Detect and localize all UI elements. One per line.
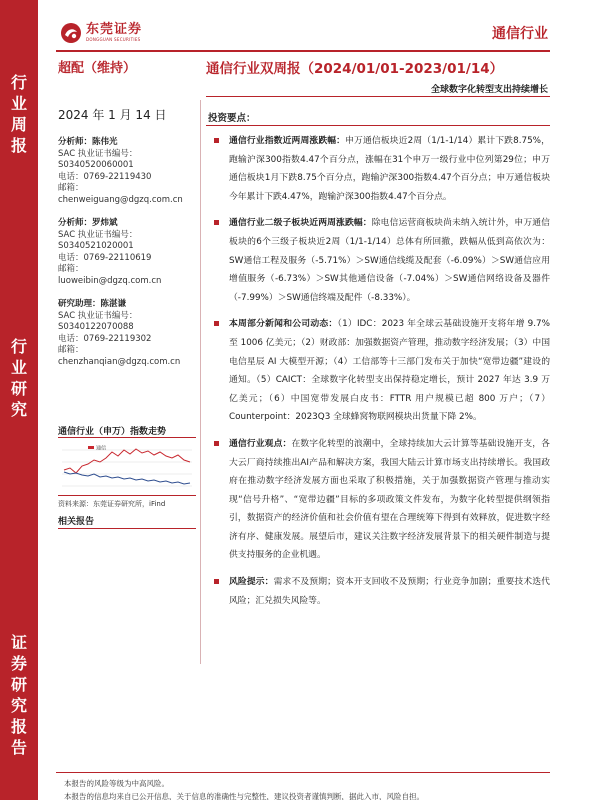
- industry-label: 通信行业: [492, 26, 548, 42]
- analyst-email-label: 邮箱：: [58, 183, 84, 193]
- point-paragraph: [212, 132, 550, 206]
- analyst-phone: 电话：0769-22119302: [58, 333, 152, 344]
- side-label-research: 行业研究: [10, 337, 27, 419]
- chart-legend-swatch: [88, 446, 94, 449]
- index-trend-chart: [58, 440, 196, 492]
- subtitle-divider: [206, 96, 550, 97]
- points-divider: [206, 125, 550, 126]
- analyst-cert: S0340521020001: [58, 241, 134, 251]
- report-date: 2024 年 1 月 14 日: [58, 108, 167, 122]
- analyst-name: 陈伟光: [92, 137, 118, 147]
- point-lead: 本周部分新闻和公司动态：: [229, 319, 338, 330]
- point-text: 在数字化转型的浪潮中，全球持续加大云计算等基础设施开支，各大云厂商持续推出AI产品和解决方案，我国大陆云计算市场支出持续增长。我国政府在推动数字经济发展方面也采取了积极措施，关于加强数据资产管理与推动实现“信号升格”、“宽带边疆”目标的多项政策文件发布，为数字化转型提供纲领指引，数据资产的经济价值和社会价值有望在合理统筹下得到有效释放，促进数字经济有序、健康发展。展望后市，建议关注数字经济发展背景下的相关硬件制造与提供支持服务的企业机遇。: [229, 438, 550, 561]
- point-paragraph: [212, 315, 550, 427]
- analyst-card: [58, 218, 196, 287]
- point-paragraph: [212, 214, 550, 307]
- bullet-square-icon: [214, 321, 219, 326]
- analyst-email[interactable]: luoweibin@dgzq.com.cn: [58, 275, 162, 286]
- report-title: 通信行业双周报（2024/01/01-2023/01/14）: [206, 61, 504, 77]
- point-text: 需求不及预期；资本开支回收不及预期；行业竞争加剧；重要技术迭代风险；汇兑损失风险等。: [229, 577, 550, 606]
- footer-divider: [56, 772, 550, 773]
- rating-label: 超配（维持）: [58, 61, 137, 76]
- analyst-role: 研究助理：: [58, 299, 101, 309]
- investment-points-heading: 投资要点：: [208, 113, 256, 124]
- analyst-email: 邮箱：: [58, 345, 84, 355]
- index-chart-title: 通信行业（申万）指数走势: [58, 427, 167, 437]
- related-reports-heading: 相关报告: [58, 517, 95, 527]
- point-text: 除电信运营商板块尚未纳入统计外，申万通信板块的6个三级子板块近2周（1/1-1/14）总体有所回撤，跌幅从低到高依次为：SW通信工程及服务（-5.71%）＞SW通信线缆及配套（-6.09%）＞SW通信应用增值服务（-6.73%）＞SW其他通信设备（-7.04%）＞SW通信网络设备及器件（-7.99%）＞SW通信终端及配件（-8.33%）。: [229, 218, 550, 303]
- header-divider: [56, 50, 550, 52]
- analyst-name: 陈湛谦: [100, 299, 127, 309]
- investment-points: [212, 132, 550, 618]
- analyst-cert: S0340122070088: [58, 322, 134, 332]
- bullet-square-icon: [214, 220, 219, 225]
- analyst-cert: S0340520060001: [58, 160, 134, 170]
- analyst-role: 分析师：: [58, 137, 93, 147]
- analyst-card: [58, 299, 196, 368]
- analyst-phone: 电话：0769-22110619: [58, 252, 152, 263]
- point-text: 申万通信板块近2周（1/1-1/14）累计下跌8.75%，跑输沪深300指数4.47个百分点，涨幅在31个申万一级行业中位列第29位；申万通信板块1月下跌8.75个百分点，跑输沪深300指数4.47个百分点；申万通信板块今年累计下跌4.47%，跑输沪深300指数4.47个百分点。: [229, 136, 550, 202]
- analyst-role: 分析师：: [58, 218, 93, 228]
- point-lead: 风险提示：: [229, 577, 274, 588]
- bullet-square-icon: [214, 579, 219, 584]
- chart-source: 资料来源：东莞证券研究所，iFind: [58, 500, 166, 508]
- analyst-card: [58, 137, 196, 206]
- point-text: （1）IDC：2023 年全球云基础设施开支将年增 9.7%至 1006 亿美元；（2）财政部：加强数据资产管理，推动数字经济发展；（3）中国电信星辰 AI 大模型开源；（4）工信部等十三部门发布关于加快“宽带边疆”建设的通知。（5）CAICT：全球数字化转型支出保持稳定增长，预计 2027 年达 3.9 万亿美元；（6）中国宽带发展白皮书：FTTR 用户规模已超 800 万户；（7）Counterpoint：2023Q3 全球蜂窝物联网模块出货量下降 2%。: [229, 319, 550, 423]
- report-subtitle: 全球数字化转型支出持续增长: [430, 85, 548, 95]
- chart-divider: [58, 437, 196, 438]
- logo-icon: [60, 22, 82, 44]
- chart-bottom-divider: [58, 495, 196, 496]
- side-label-report: 证券研究报告: [10, 633, 27, 757]
- risk-level-note: 本报告的风险等级为中高风险。: [64, 779, 169, 788]
- column-divider: [200, 100, 201, 664]
- analyst-cert-label: SAC 执业证书编号：: [58, 148, 138, 159]
- analyst-phone: 电话：0769-22119430: [58, 171, 152, 182]
- bullet-square-icon: [214, 441, 219, 446]
- point-lead: 通信行业观点：: [229, 438, 292, 449]
- analyst-email[interactable]: chenzhanqian@dgzq.com.cn: [58, 356, 181, 367]
- analyst-email[interactable]: chenweiguang@dgzq.com.cn: [58, 194, 183, 205]
- side-label-weekly: 行业周报: [10, 73, 27, 155]
- logo-text-cn: 东莞证券: [86, 22, 143, 37]
- analyst-column: [58, 106, 196, 380]
- disclaimer-note: 本报告的信息均来自已公开信息，关于信息的准确性与完整性，建议投资者谨慎判断，据此入市，风险自担。: [64, 792, 424, 800]
- point-lead: 通信行业二级子板块近两周涨跌幅：: [229, 218, 372, 229]
- analyst-cert-label: SAC 执业证书编号：: [58, 310, 138, 321]
- point-paragraph: [212, 573, 550, 610]
- analyst-cert-label: SAC 执业证书编号：: [58, 229, 138, 240]
- point-lead: 通信行业指数近两周涨跌幅：: [229, 136, 346, 146]
- analyst-name: 罗炜斌: [92, 218, 118, 228]
- logo-text-en: DONGGUAN SECURITIES: [86, 37, 141, 42]
- chart-line-red: [64, 449, 190, 473]
- point-paragraph: [212, 435, 550, 565]
- bullet-square-icon: [214, 138, 219, 143]
- analyst-email-label: 邮箱：: [58, 264, 84, 274]
- chart-legend-label: 通信: [96, 445, 107, 452]
- company-logo: [60, 22, 142, 44]
- related-divider: [58, 528, 196, 529]
